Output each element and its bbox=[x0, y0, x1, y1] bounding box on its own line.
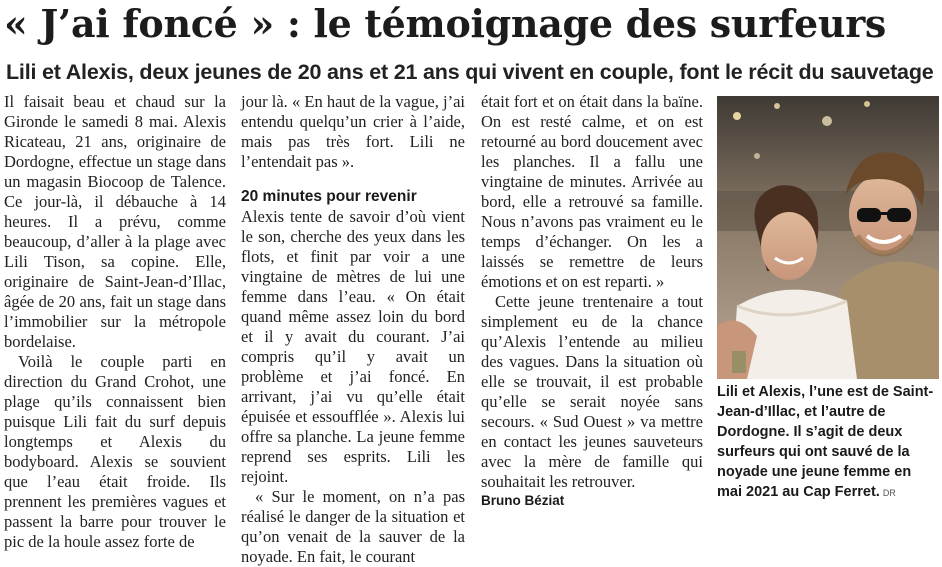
byline: Bruno Béziat bbox=[481, 493, 565, 508]
photo-credit: DR bbox=[882, 488, 896, 498]
paragraph: Il faisait beau et chaud sur la Gironde le samedi 8 mai. Alexis Ricateau, 21 ans, originaire de Dordogne, effectue un stage dans un magasin Biocoop de Talence. Ce jour-là, il débauche à 14 heures. Il a prévu, comme beaucoup, d’aller à la plage avec Lili Tison, sa copine. Elle, originaire de Saint-Jean-d’Illac, âgée de 20 ans, fait un stage dans l’immobilier sur la métropole bordelaise. bbox=[4, 92, 226, 351]
subheadline: Lili et Alexis, deux jeunes de 20 ans et 21 ans qui vivent en couple, font le récit du sauvetage bbox=[6, 60, 934, 84]
photo bbox=[717, 96, 939, 379]
paragraph: Alexis tente de savoir d’où vient le son, cherche des yeux dans les flots, et finit par voir a une vingtaine de mètres de lui une femme dans l’eau. « On était quand même assez loin du bord et il y avait du courant. J’ai compris qu’il y avait un problème et j’ai foncé. En arrivant, j’ai vu qu’elle était épuisée et essoufflée ». Alexis lui offre sa planche. La jeune femme reprend ses esprits. Lili les rejoint. bbox=[241, 207, 465, 486]
photo-caption bbox=[717, 382, 939, 503]
article-column-1 bbox=[4, 92, 226, 552]
caption-text: Lili et Alexis, l’une est de Saint-Jean-d’Illac, et l’autre de Dordogne. Il s’agit de deux surfeurs qui ont sauvé de la noyade une jeune femme en mai 2021 au Cap Ferret. bbox=[717, 384, 934, 500]
couple-photo-illustration bbox=[717, 96, 939, 379]
paragraph: « Sur le moment, on n’a pas réalisé le danger de la situation et qu’on venait de la sauver de la noyade. En fait, le courant bbox=[241, 487, 465, 566]
intertitle: 20 minutes pour revenir bbox=[241, 188, 417, 205]
article-column-3 bbox=[481, 92, 703, 510]
paragraph: jour là. « En haut de la vague, j’ai entendu quelqu’un crier à l’aide, mais pas très fort. Lili ne l’entendait pas ». bbox=[241, 92, 465, 171]
paragraph: Voilà le couple parti en direction du Grand Crohot, une plage qu’ils connaissent bien puisque Lili fait du surf depuis longtemps et Alexis du bodyboard. Alexis se souvient que l’eau était froide. Ils prennent les premières vagues et passent la barre pour trouver le pic de la houle assez forte de bbox=[4, 352, 226, 551]
article-column-2 bbox=[241, 92, 465, 567]
paragraph: était fort et on était dans la baïne. On est resté calme, et on est retourné au bord doucement avec les planches. Il a fallu une vingtaine de minutes. Arrivée au bord, elle a retrouvé sa famille. Nous n’avons pas vraiment eu le temps d’échanger. On les a laissés se remettre de leurs émotions et on est reparti. » bbox=[481, 92, 703, 291]
paragraph: Cette jeune trentenaire a tout simplement eu de la chance qu’Alexis l’entende au milieu des vagues. Dans la situation où elle se trouvait, il est probable qu’elle se serait noyée sans secours. « Sud Ouest » va mettre en contact les jeunes sauveteurs avec la mère de famille qui souhaitait les retrouver. bbox=[481, 292, 703, 491]
headline: « J’ai foncé » : le témoignage des surfeurs bbox=[4, 1, 887, 46]
